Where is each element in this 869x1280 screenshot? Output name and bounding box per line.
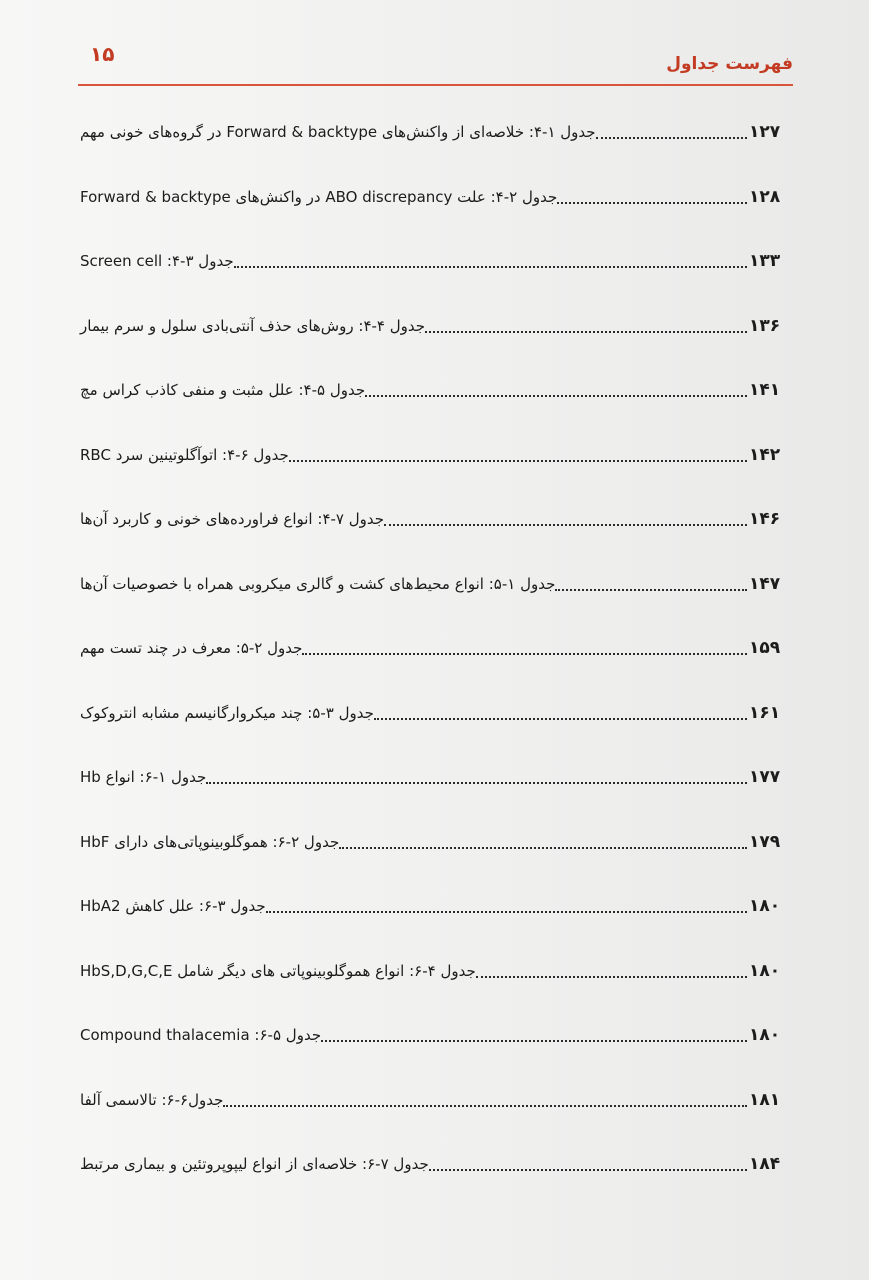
toc-row[interactable] bbox=[78, 358, 793, 423]
header-page-number: ۱۵ bbox=[90, 42, 115, 66]
table-of-tables bbox=[78, 100, 793, 1197]
toc-leader-dots bbox=[555, 589, 747, 591]
toc-row[interactable] bbox=[78, 1132, 793, 1197]
toc-row-content bbox=[78, 703, 793, 723]
toc-row-content bbox=[78, 832, 793, 852]
toc-page-number: ۱۲۸ bbox=[749, 186, 781, 207]
toc-row[interactable] bbox=[78, 552, 793, 617]
toc-row-content bbox=[78, 1090, 793, 1110]
toc-leader-dots bbox=[234, 266, 747, 268]
toc-row[interactable] bbox=[78, 100, 793, 165]
toc-page-number: ۱۲۷ bbox=[749, 122, 781, 143]
toc-page-number: ۱۵۹ bbox=[749, 638, 781, 659]
toc-entry-title: جدول ۲-۴: علت ABO discrepancy در واکنش‌های Forward & backtype bbox=[80, 187, 558, 206]
toc-leader-dots bbox=[596, 137, 747, 139]
toc-leader-dots bbox=[476, 976, 747, 978]
toc-row[interactable] bbox=[78, 1068, 793, 1133]
toc-leader-dots bbox=[425, 331, 747, 333]
toc-page-number: ۱۸۰ bbox=[749, 1025, 781, 1046]
toc-page-number: ۱۸۴ bbox=[749, 1154, 781, 1175]
toc-page-number: ۱۷۹ bbox=[749, 831, 781, 852]
toc-row[interactable] bbox=[78, 423, 793, 488]
toc-row-content bbox=[78, 961, 793, 981]
toc-entry-title: جدول ۲-۵: معرف در چند تست مهم bbox=[80, 639, 303, 658]
toc-row-content bbox=[78, 1025, 793, 1045]
toc-row-content bbox=[78, 638, 793, 658]
toc-row-content bbox=[78, 896, 793, 916]
toc-entry-title: جدول ۳-۵: چند میکروارگانیسم مشابه انتروکوک bbox=[80, 703, 374, 722]
toc-entry-title: جدول ۳-۶: علل کاهش HbA2 bbox=[80, 897, 266, 916]
toc-leader-dots bbox=[339, 847, 747, 849]
toc-row[interactable] bbox=[78, 745, 793, 810]
toc-leader-dots bbox=[429, 1169, 747, 1171]
toc-entry-title: جدول ۶-۴: اتوآگلوتینین سرد RBC bbox=[80, 445, 289, 464]
toc-entry-title: جدول ۵-۴: علل مثبت و منفی کاذب کراس مچ bbox=[80, 381, 366, 400]
toc-page-number: ۱۷۷ bbox=[749, 767, 781, 788]
toc-page-number: ۱۳۳ bbox=[749, 251, 781, 272]
toc-row-content bbox=[78, 187, 793, 207]
toc-entry-title: جدول۶-۶: تالاسمی آلفا bbox=[80, 1090, 224, 1109]
toc-row-content bbox=[78, 251, 793, 271]
toc-page-number: ۱۳۶ bbox=[749, 315, 781, 336]
toc-row[interactable] bbox=[78, 1003, 793, 1068]
toc-row[interactable] bbox=[78, 810, 793, 875]
toc-leader-dots bbox=[302, 653, 747, 655]
toc-row[interactable] bbox=[78, 165, 793, 230]
toc-page-number: ۱۴۶ bbox=[749, 509, 781, 530]
toc-leader-dots bbox=[289, 460, 747, 462]
toc-row[interactable] bbox=[78, 874, 793, 939]
toc-row-content bbox=[78, 122, 793, 142]
toc-row[interactable] bbox=[78, 294, 793, 359]
toc-row-content bbox=[78, 316, 793, 336]
toc-page-number: ۱۸۰ bbox=[749, 960, 781, 981]
toc-entry-title: جدول ۱-۴: خلاصه‌ای از واکنش‌های Forward & backtype در گروه‌های خونی مهم bbox=[80, 123, 596, 142]
toc-leader-dots bbox=[266, 911, 747, 913]
toc-entry-title: جدول ۷-۶: خلاصه‌ای از انواع لیپوپروتئین و بیماری مرتبط bbox=[80, 1155, 429, 1174]
toc-row[interactable] bbox=[78, 616, 793, 681]
toc-entry-title: جدول ۳-۴: Screen cell bbox=[80, 252, 234, 271]
toc-entry-title: جدول ۱-۵: انواع محیط‌های کشت و گالری میکروبی همراه با خصوصیات آن‌ها bbox=[80, 574, 556, 593]
toc-entry-title: جدول ۲-۶: هموگلوبینوپاتی‌های دارای HbF bbox=[80, 832, 340, 851]
toc-page-number: ۱۴۲ bbox=[749, 444, 781, 465]
toc-leader-dots bbox=[223, 1105, 747, 1107]
toc-leader-dots bbox=[384, 524, 747, 526]
toc-page-number: ۱۶۱ bbox=[749, 702, 781, 723]
toc-entry-title: جدول ۴-۴: روش‌های حذف آنتی‌بادی سلول و سرم بیمار bbox=[80, 316, 426, 335]
toc-row-content bbox=[78, 1154, 793, 1174]
toc-leader-dots bbox=[557, 202, 747, 204]
toc-page-number: ۱۸۱ bbox=[749, 1089, 781, 1110]
header-title: فهرست جداول bbox=[666, 54, 793, 74]
toc-page-number: ۱۸۰ bbox=[749, 896, 781, 917]
toc-entry-title: جدول ۷-۴: انواع فراورده‌های خونی و کاربرد آن‌ها bbox=[80, 510, 385, 529]
toc-row[interactable] bbox=[78, 487, 793, 552]
toc-row-content bbox=[78, 509, 793, 529]
toc-entry-title: جدول ۵-۶: Compound thalacemia bbox=[80, 1026, 322, 1045]
toc-leader-dots bbox=[321, 1040, 747, 1042]
toc-page-number: ۱۴۱ bbox=[749, 380, 781, 401]
toc-row[interactable] bbox=[78, 229, 793, 294]
toc-leader-dots bbox=[206, 782, 747, 784]
toc-entry-title: جدول ۴-۶: انواع هموگلوبینوپاتی های دیگر شامل HbS,D,G,C,E bbox=[80, 961, 476, 980]
toc-entry-title: جدول ۱-۶: انواع Hb bbox=[80, 768, 207, 787]
toc-leader-dots bbox=[374, 718, 747, 720]
toc-row[interactable] bbox=[78, 681, 793, 746]
toc-page-number: ۱۴۷ bbox=[749, 573, 781, 594]
page-header bbox=[78, 34, 793, 90]
toc-row[interactable] bbox=[78, 939, 793, 1004]
header-divider bbox=[78, 84, 793, 86]
toc-row-content bbox=[78, 445, 793, 465]
toc-leader-dots bbox=[365, 395, 747, 397]
toc-row-content bbox=[78, 574, 793, 594]
toc-row-content bbox=[78, 380, 793, 400]
toc-row-content bbox=[78, 767, 793, 787]
